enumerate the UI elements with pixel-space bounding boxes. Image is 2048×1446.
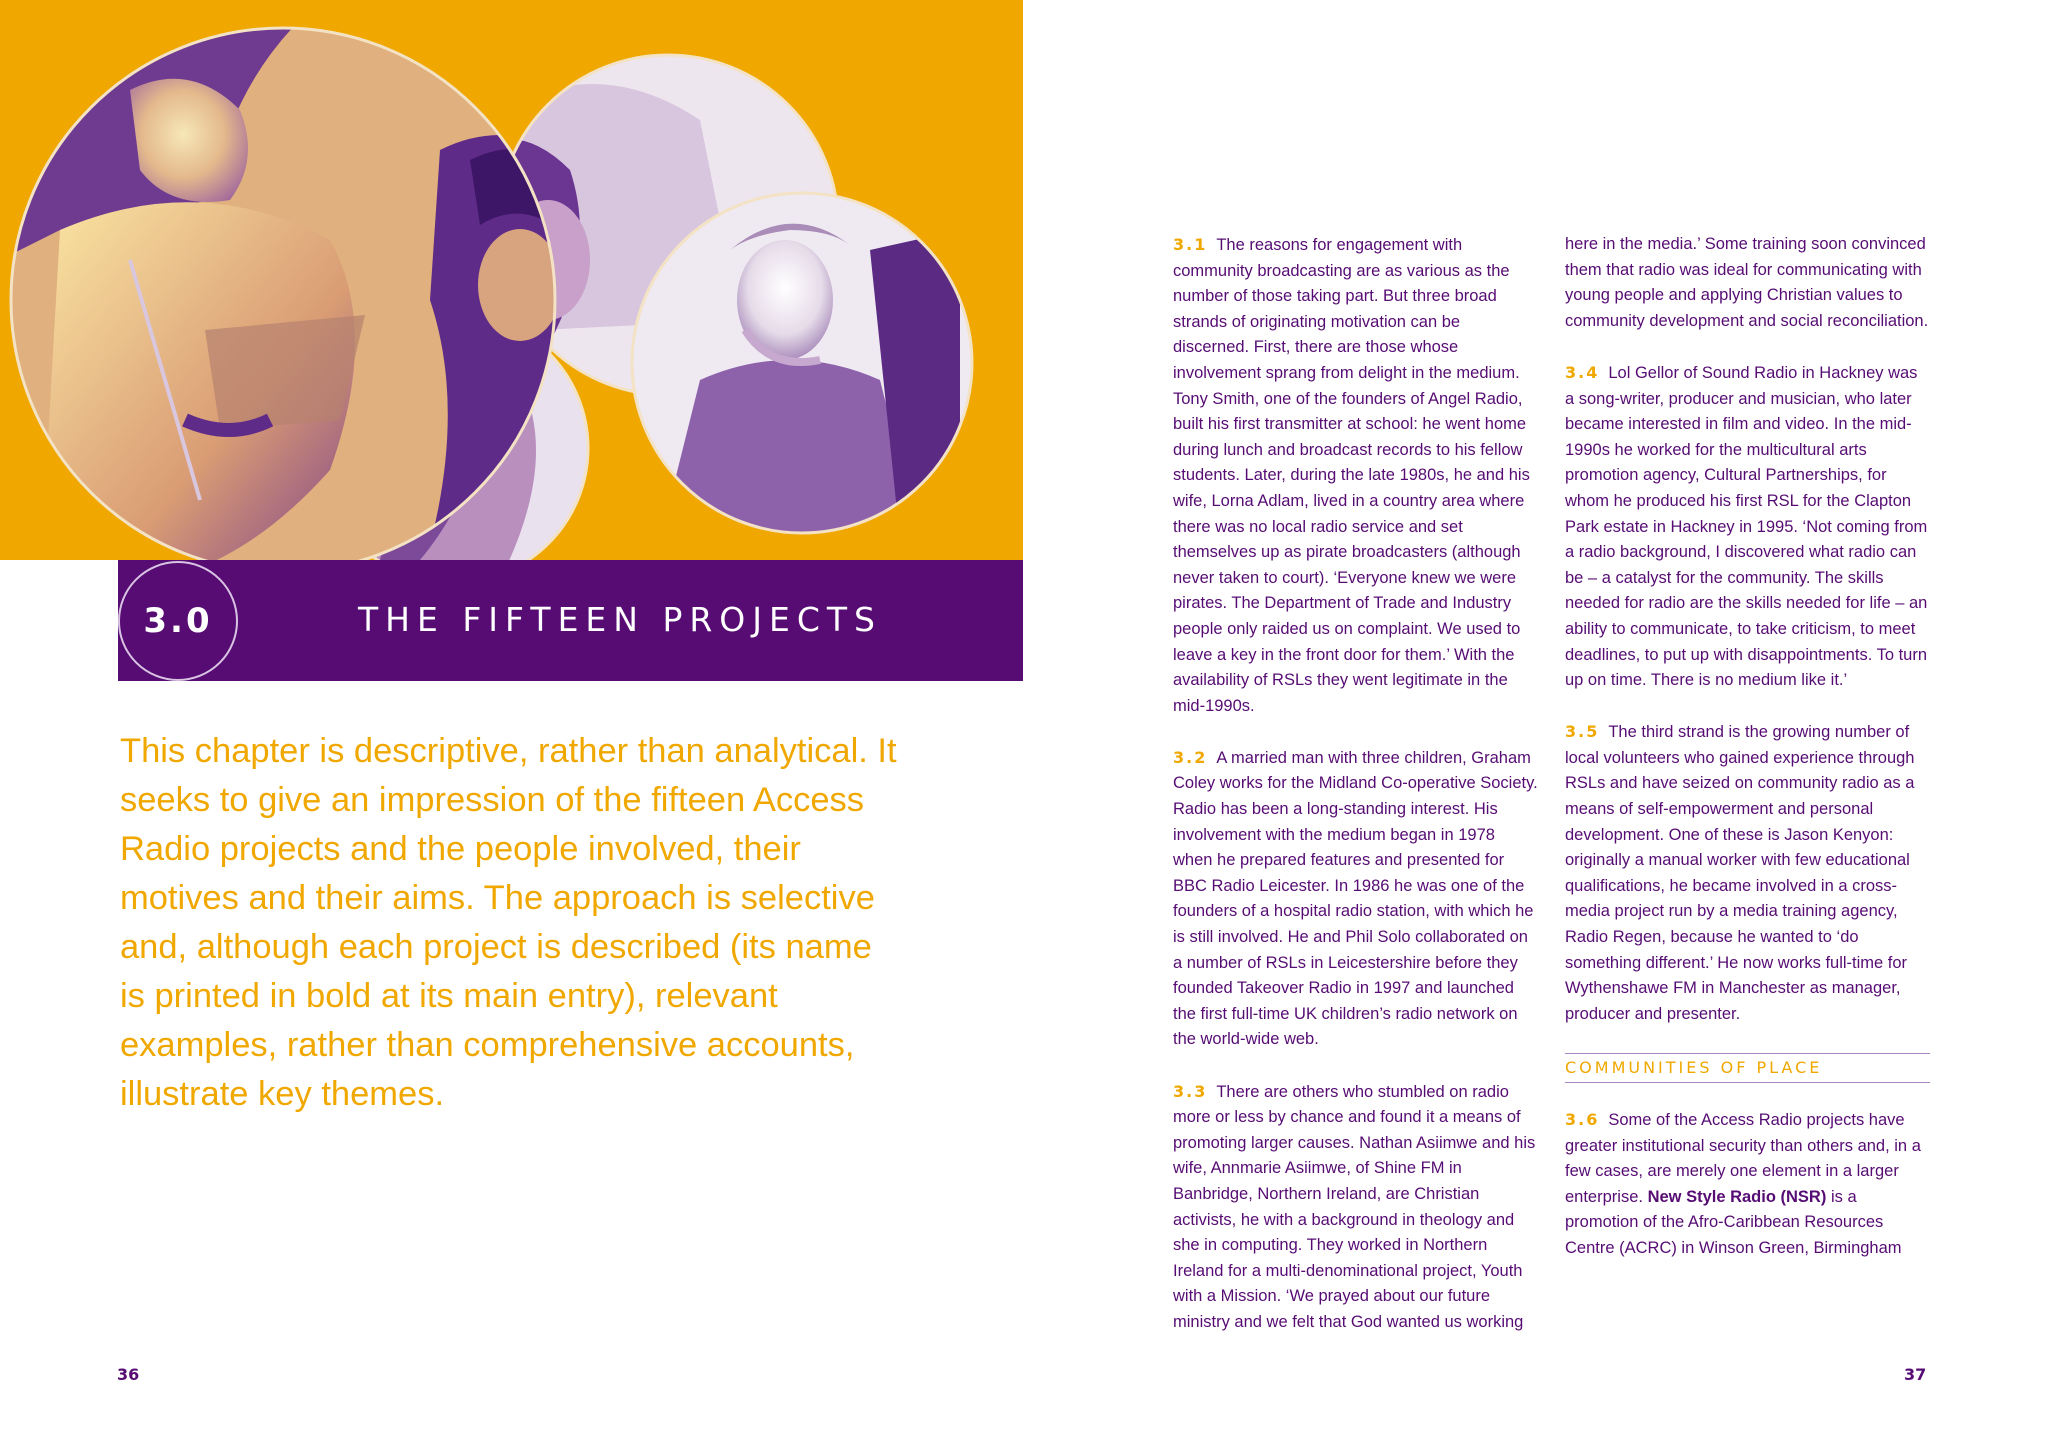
section-3-3-continued: here in the media.’ Some training soon convinced them that radio was ideal for communicating with young people and applying Christian values to community development and social reconciliation. xyxy=(1565,235,1929,330)
section-3-5 xyxy=(1565,719,1930,1027)
section-number: 3.1 xyxy=(1173,235,1208,254)
section-number: 3.2 xyxy=(1173,747,1208,767)
section-text: There are others who stumbled on radio more or less by chance and found it a means of promoting larger causes. Nathan Asiimwe and his wife, Annmarie Asiimwe, of Shine FM in Banbridge, Northern Ireland, are Christian activists, he with a background in theology and she in computing. They worked in Northern Ireland for a multi-denominational project, Youth with a Mission. ‘We prayed about our future ministry and we felt that God wanted us working xyxy=(1173,1082,1536,1331)
intro-paragraph: This chapter is descriptive, rather than analytical. It seeks to give an impression of the fifteen Access Radio projects and the people involved, their motives and their aims. The approach is selective and, although each project is described (its name is printed in bold at its main entry), relevant examples, rather than comprehensive accounts, illustrate key themes. xyxy=(120,732,897,1113)
section-text: The reasons for engagement with community broadcasting are as various as the number of those taking part. But three broad strands of originating motivation can be discerned. First, there are those whose involvement sprang from delight in the medium. Tony Smith, one of the founders of Angel Radio, built his first transmitter at school: he went home during lunch and broadcast records to his fellow students. Later, during the late 1980s, he and his wife, Lorna Adlam, lived in a country area where there was no local radio service and set themselves up as pirate broadcasters (although never taken to court). ‘Everyone knew we were pirates. The Department of Trade and Industry people only raided us on complaint. We used to leave a key in the front door for them.’ With the availability of RSLs they went legitimate in the mid-1990s. xyxy=(1173,236,1530,715)
section-number: 3.6 xyxy=(1565,1110,1600,1129)
section-text: The third strand is the growing number of local volunteers who gained experience through RSLs and have seized on community radio as a means of self-empowerment and personal development. One of these is Jason Kenyon: originally a manual worker with few educational qualifications, he became involved in a cross-media project run by a media training agency, Radio Regen, because he wanted to ‘do something different.’ He now works full-time for Wythenshawe FM in Manchester as manager, producer and presenter. xyxy=(1565,723,1915,1023)
section-number: 3.4 xyxy=(1565,362,1600,382)
section-number: 3.5 xyxy=(1565,722,1600,742)
section-3-3 xyxy=(1173,1079,1538,1336)
chapter-title: THE FIFTEEN PROJECTS xyxy=(358,600,882,639)
project-name-bold: New Style Radio (NSR) xyxy=(1647,1187,1827,1206)
text-column-2 xyxy=(1565,232,1930,1287)
section-3-1 xyxy=(1173,232,1538,719)
section-text: Some of the Access Radio projects have greater institutional security than others and, in a few cases, are merely one element in a larger enterprise. xyxy=(1565,1111,1921,1206)
page-number-left: 36 xyxy=(117,1365,140,1384)
section-3-4 xyxy=(1565,360,1930,694)
section-text: Lol Gellor of Sound Radio in Hackney was a song-writer, producer and musician, who later became interested in film and video. In the mid-1990s he worked for the multicultural arts promotion agency, Cultural Partnerships, for whom he produced his first RSL for the Clapton Park estate in Hackney in 1995. ‘Not coming from a radio background, I discovered what radio can be – a catalyst for the community. The skills needed for radio are the skills needed for life – an ability to communicate, to take criticism, to meet deadlines, to put up with disappointments. To turn up on time. There is no medium like it.’ xyxy=(1565,363,1928,690)
subheading-communities-of-place: COMMUNITIES OF PLACE xyxy=(1565,1053,1930,1083)
section-3-6 xyxy=(1565,1107,1930,1262)
section-text: A married man with three children, Graham Coley works for the Midland Co-operative Society. Radio has been a long-standing interest. His involvement with the medium began in 1978 when he prepared features and presented for BBC Radio Leicester. In 1986 he was one of the founders of a hospital radio station, with which he is still involved. He and Phil Solo collaborated on a number of RSLs in Leicestershire before they founded Takeover Radio in 1997 and launched the first full-time UK children’s radio network on the world-wide web. xyxy=(1173,748,1538,1049)
section-number: 3.3 xyxy=(1173,1081,1208,1101)
section-3-2 xyxy=(1173,745,1538,1053)
section-text: is a promotion of the Afro-Caribbean Resources Centre (ACRC) in Winson Green, Birmingham xyxy=(1565,1187,1902,1257)
chapter-number: 3.0 xyxy=(118,561,238,681)
text-column-1 xyxy=(1173,232,1538,1361)
page-number-right: 37 xyxy=(1904,1365,1927,1384)
